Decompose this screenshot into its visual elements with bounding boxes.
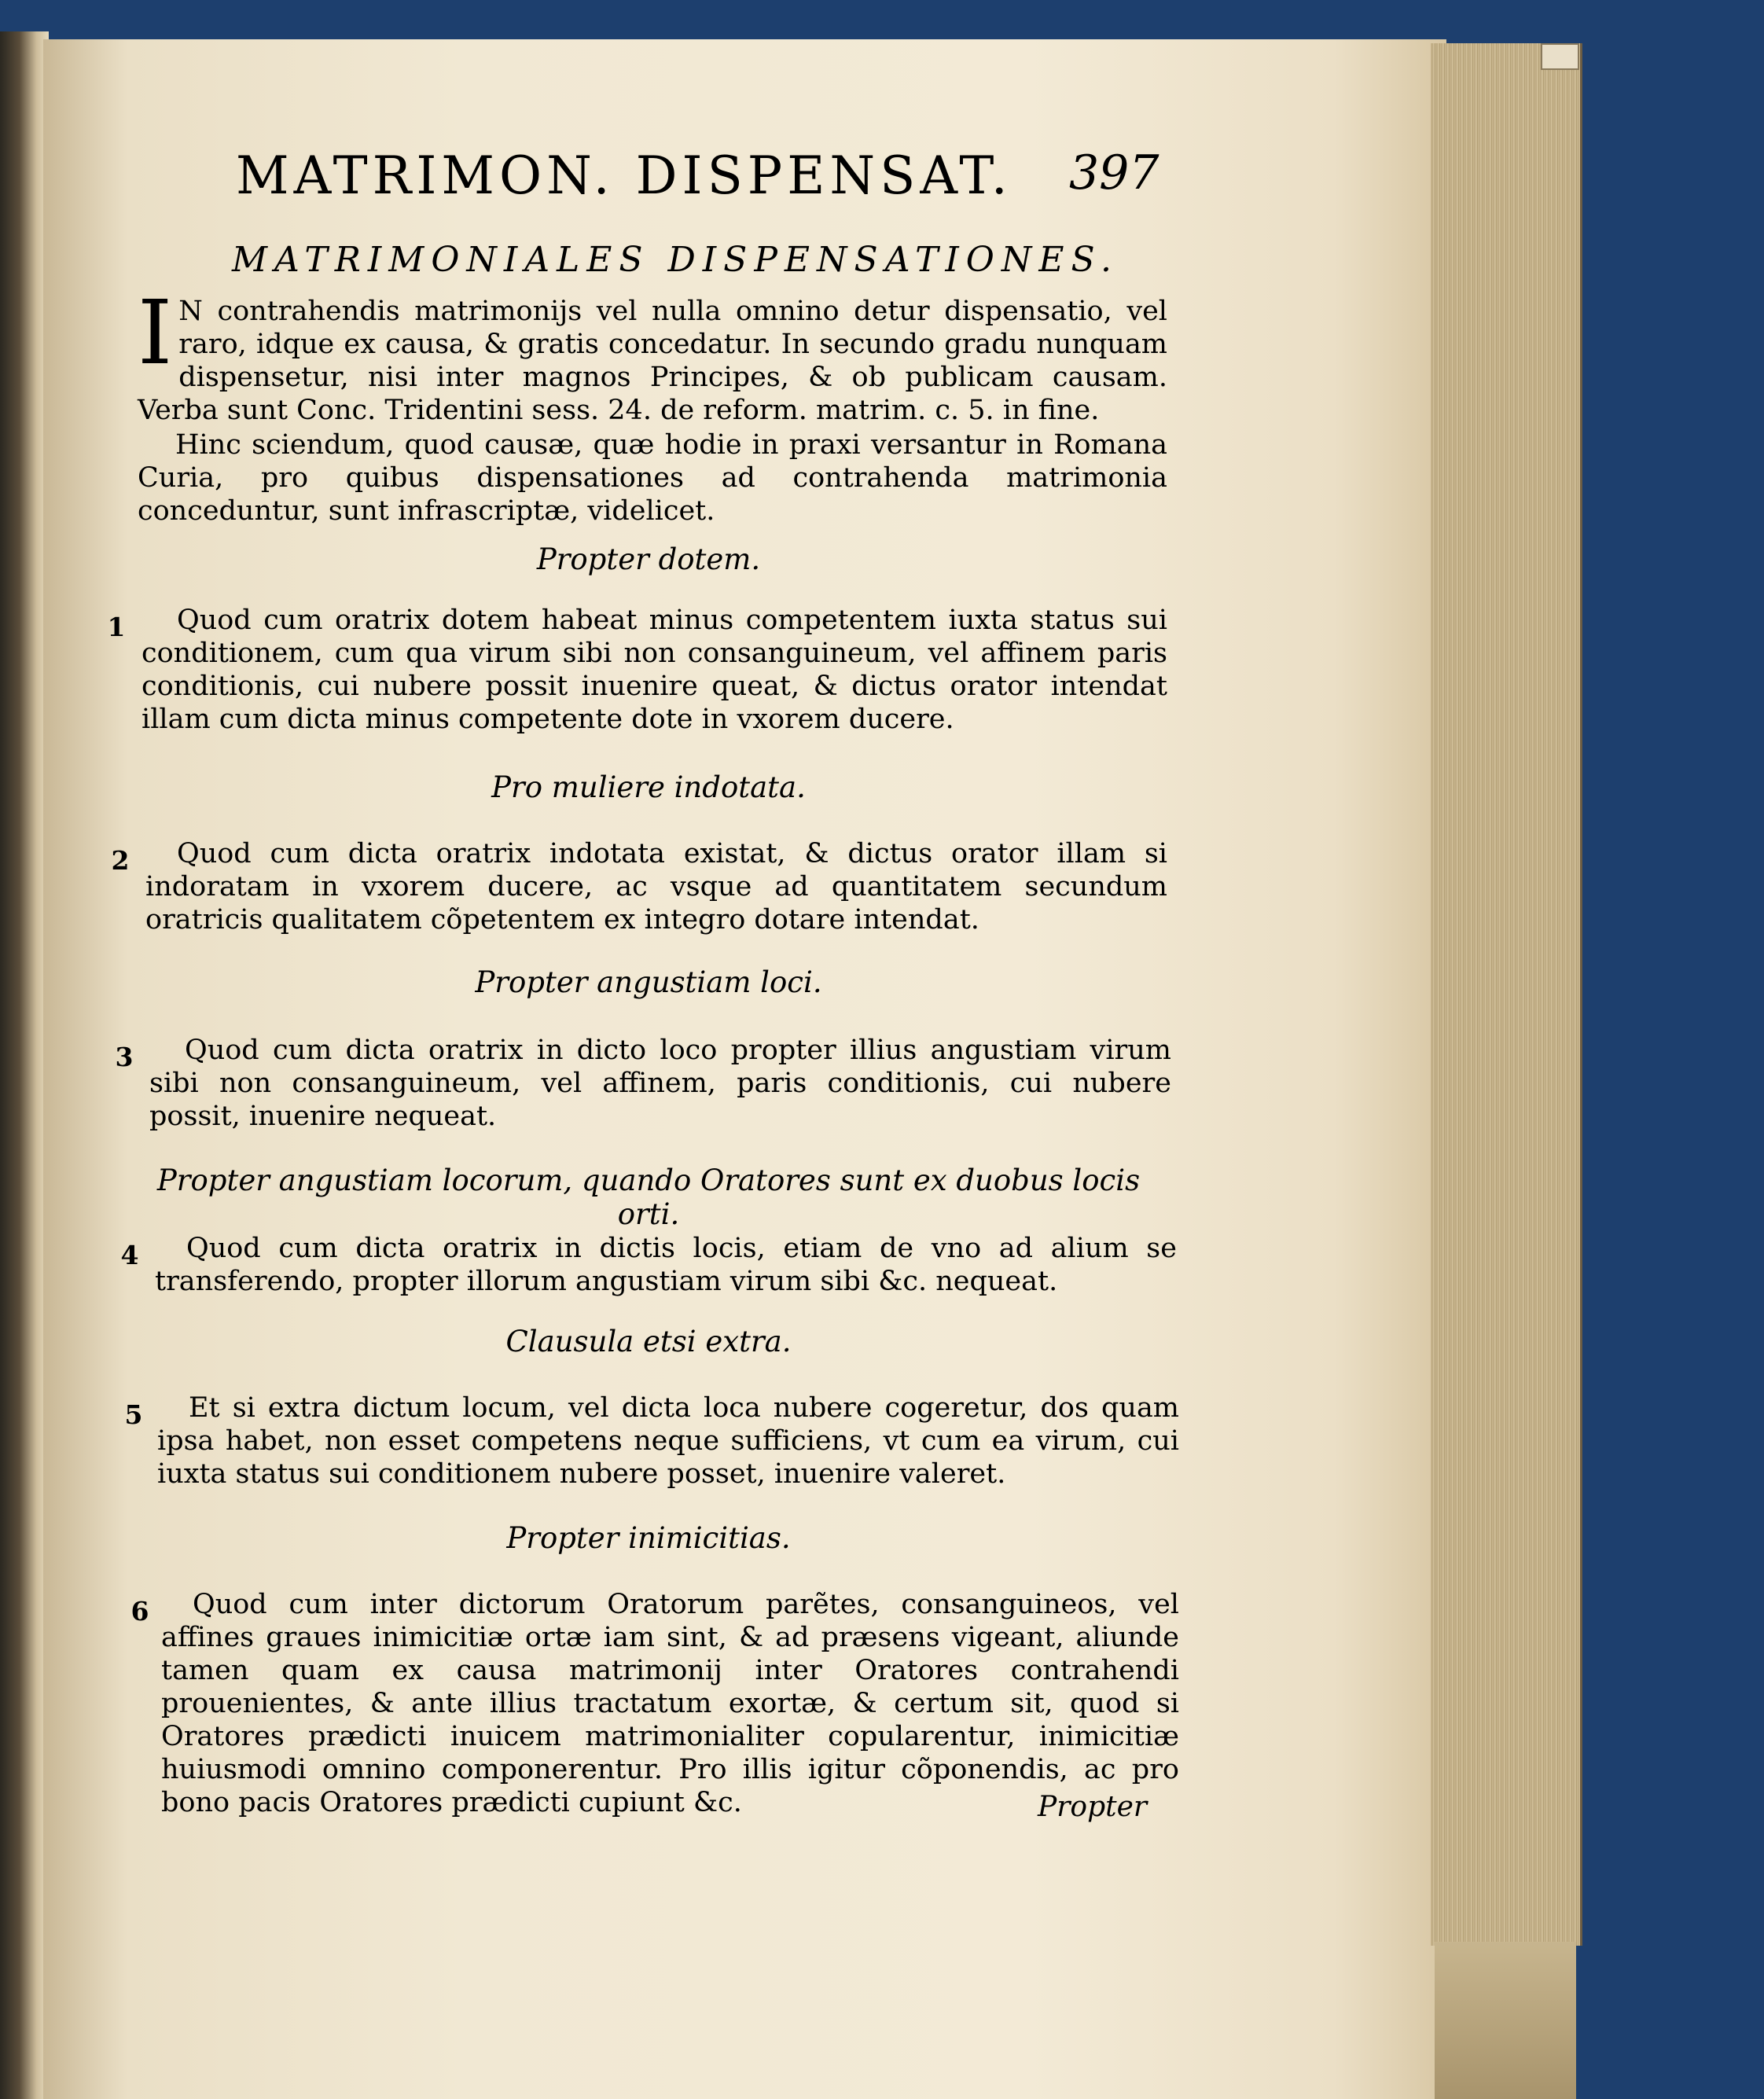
catchword: Propter (1038, 1791, 1148, 1823)
page-number: 397 (1069, 145, 1159, 200)
running-head: MATRIMON. DISPENSAT. (236, 145, 1012, 206)
section-title: MATRIMONIALES DISPENSATIONES. (232, 240, 1119, 280)
drop-cap: I (138, 282, 173, 384)
page-tab (1541, 43, 1579, 70)
left-page-edge (0, 31, 49, 2099)
item-number: 1 (107, 612, 126, 642)
intro-text: N contrahendis matrimonijs vel nulla omnino detur dispensatio, vel raro, idque ex causa, & gratis concedatur. In secundo gradu nunquam dispensetur, nisi inter magnos Principes, & ob publicam causam. Verba sunt Conc. Tridentini sess. 24. de reform. matrim. c. 5. in fine. (138, 296, 1167, 426)
section-text: Et si extra dictum locum, vel dicta loca nubere cogeretur, dos quam ipsa habet, non esset competens neque sufficiens, vt cum ea virum, cui iuxta status sui conditionem nubere posset, inuenire valeret. (157, 1392, 1179, 1490)
page-header (236, 145, 1159, 208)
intro-paragraph-2: Hinc sciendum, quod causæ, quæ hodie in praxi versantur in Romana Curia, pro quibus dispensationes ad contrahenda matrimonia conceduntur, sunt infrascriptæ, videlicet. (138, 429, 1167, 527)
section-text: Quod cum dicta oratrix indotata existat, & dictus orator illam si indoratam in vxorem ducere, ac vsque ad quantitatem secundum oratricis qualitatem cõpetentem ex integro dotare intendat. (145, 838, 1167, 936)
section-text: Quod cum dicta oratrix in dicto loco propter illius angustiam virum sibi non consanguineum, vel affinem, paris conditionis, cui nubere possit, inuenire nequeat. (149, 1035, 1171, 1132)
intro-paragraph (138, 282, 1167, 427)
section-heading: Clausula etsi extra. (505, 1325, 792, 1358)
section-heading: Pro muliere indotata. (491, 770, 806, 804)
item-number: 5 (124, 1399, 143, 1430)
page-block-edges (1431, 43, 1582, 1946)
item-number: 4 (120, 1240, 139, 1270)
section-heading: Propter dotem. (536, 542, 761, 576)
section-text: Quod cum oratrix dotem habeat minus competentem iuxta status sui conditionem, cum qua virum sibi non consanguineum, vel affinem paris conditionis, cui nubere possit inuenire queat, & dictus orator intendat illam cum dicta minus competente dote in vxorem ducere. (141, 605, 1167, 735)
item-number: 2 (111, 845, 130, 876)
section-heading: Propter inimicitias. (506, 1521, 791, 1555)
item-number: 3 (115, 1042, 134, 1072)
page-block-bottom (1435, 1942, 1576, 2099)
item-number: 6 (130, 1596, 149, 1627)
section-heading: Propter angustiam locorum, quando Oratores sunt ex duobus locis orti. (156, 1163, 1141, 1231)
section-text: Quod cum inter dictorum Oratorum parẽtes, consanguineos, vel affines graues inimicitiæ ortæ iam sint, & ad præsens vigeant, aliunde tamen quam ex causa matrimonij inter Oratores contrahendi prouenientes, & ante illius tractatum exortæ, & certum sit, quod si Oratores prædicti inuicem matrimonialiter copularentur, inimicitiæ huiusmodi omnino componerentur. Pro illis igitur cõponendis, ac pro bono pacis Oratores prædicti cupiunt &c. (161, 1589, 1179, 1818)
section-text: Quod cum dicta oratrix in dictis locis, etiam de vno ad alium se transferendo, propter illorum angustiam virum sibi &c. nequeat. (155, 1233, 1177, 1297)
section-heading: Propter angustiam loci. (475, 965, 822, 999)
